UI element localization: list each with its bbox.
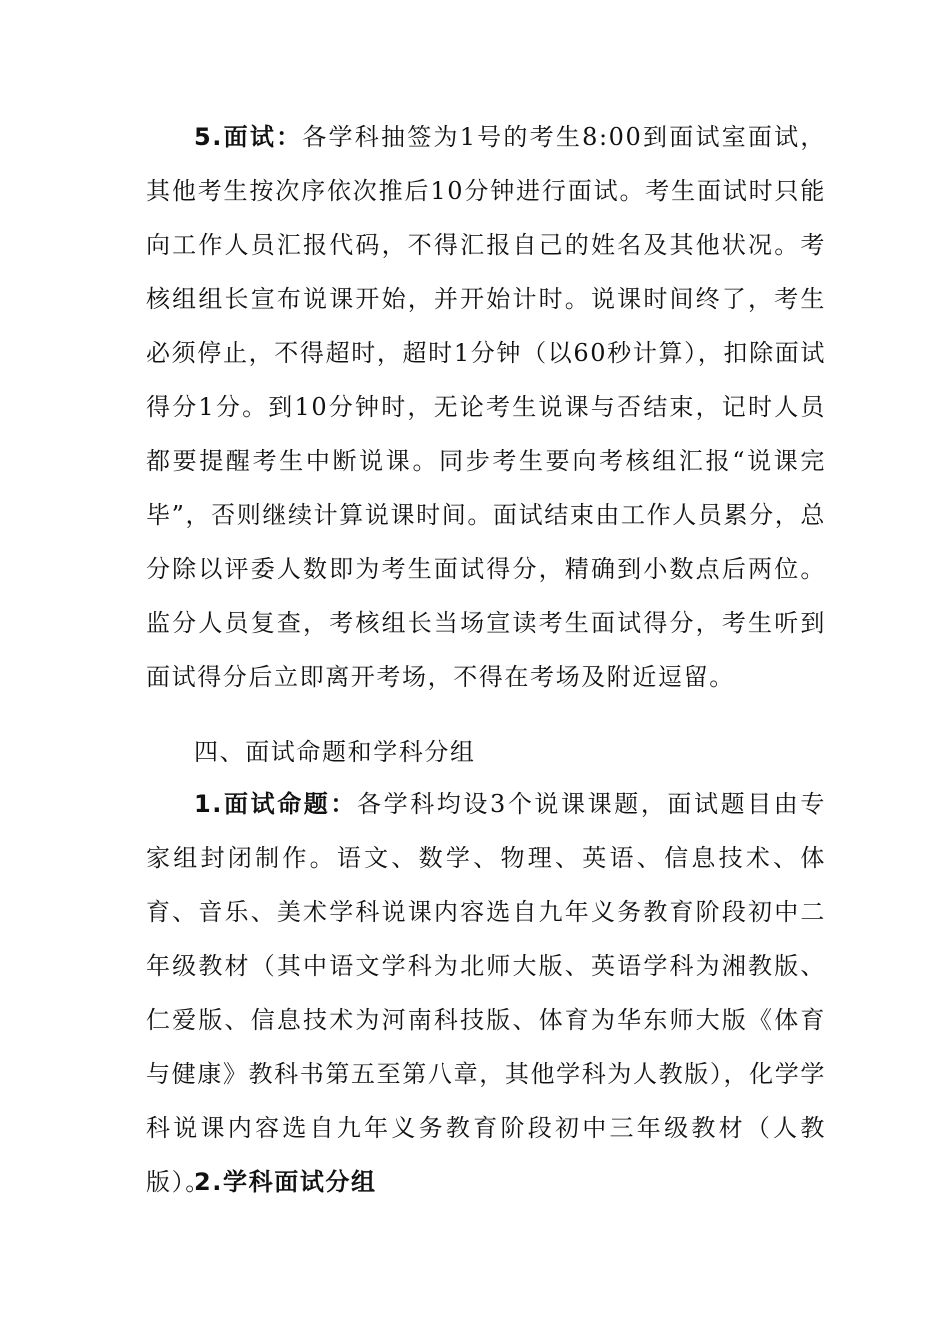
item-2-label: 2.学科面试分组	[194, 1168, 377, 1196]
item-1-label: 1.面试命题：	[194, 790, 357, 818]
item-1-text: 各学科均设3个说课课题，面试题目由专家组封闭制作。语文、数学、物理、英语、信息技术、体育、音乐、美术学科说课内容选自九年义务教育阶段初中二年级教材（其中语文学科为北师大版、英语学科为湘教版、仁爱版、信息技术为河南科技版、体育为华东师大版《体育与健康》教科书第五至第八章，其他学科为人教版），化学学科说课内容选自九年义务教育阶段初中三年级教材（人教版）。	[146, 790, 826, 1196]
section-5-label: 5.面试：	[194, 123, 303, 151]
paragraph-item-2-subject-groups	[146, 1155, 826, 1209]
heading-section-4: 四、面试命题和学科分组	[194, 738, 476, 766]
section-5-text: 各学科抽签为1号的考生8:00到面试室面试，其他考生按次序依次推后10分钟进行面试。考生面试时只能向工作人员汇报代码，不得汇报自己的姓名及其他状况。考核组组长宣布说课开始，并开始计时。说课时间终了，考生必须停止，不得超时，超时1分钟（以60秒计算），扣除面试得分1分。到10分钟时，无论考生说课与否结束，记时人员都要提醒考生中断说课。同步考生要向考核组汇报“说课完毕”，否则继续计算说课时间。面试结束由工作人员累分，总分除以评委人数即为考生面试得分，精确到小数点后两位。监分人员复查，考核组长当场宣读考生面试得分，考生听到面试得分后立即离开考场，不得在考场及附近逗留。	[146, 123, 826, 691]
paragraph-item-1-interview-topics	[146, 777, 826, 1209]
paragraph-section-5-interview	[146, 110, 826, 704]
